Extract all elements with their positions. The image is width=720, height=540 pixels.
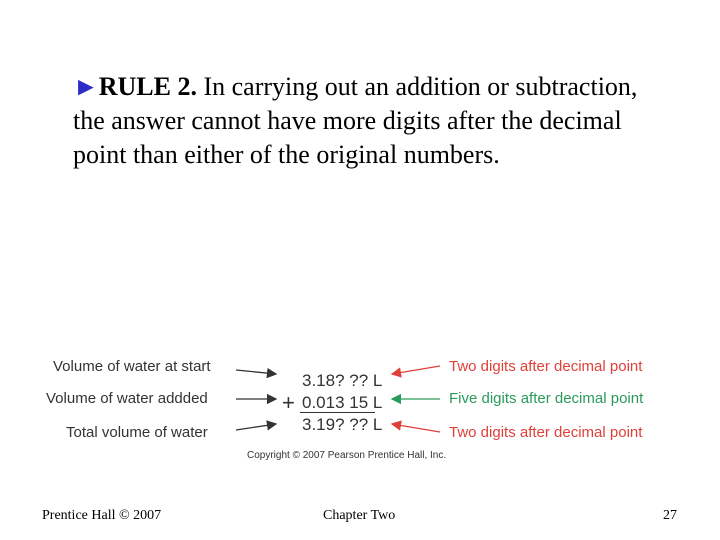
footer-left: Prentice Hall © 2007 [42, 508, 162, 523]
right-label-total: Two digits after decimal point [449, 424, 643, 441]
footer-center: Chapter Two [323, 508, 396, 523]
number-start: 3.18? ?? L [302, 371, 383, 390]
right-arrow-icon [392, 366, 440, 374]
footer-page-number: 27 [663, 508, 677, 523]
bullet-arrow-icon: ► [73, 72, 99, 101]
right-arrow-icon [392, 424, 440, 432]
right-label-added: Five digits after decimal point [449, 390, 644, 407]
rule-body: In carrying out an addition or subtraction, the answer cannot have more digits after the decimal point than either of the original numbers. [73, 72, 638, 169]
left-label-total: Total volume of water [66, 424, 208, 441]
plus-sign: + [282, 390, 295, 415]
copyright-text: Copyright © 2007 Pearson Prentice Hall, Inc. [247, 450, 447, 461]
left-label-start: Volume of water at start [53, 358, 211, 375]
left-label-added: Volume of water addded [46, 390, 208, 407]
left-arrow-icon [236, 370, 276, 374]
number-added: 0.013 15 L [302, 393, 383, 412]
right-label-start: Two digits after decimal point [449, 358, 643, 375]
left-arrow-icon [236, 424, 276, 430]
rule-label: RULE 2. [98, 72, 197, 101]
number-total: 3.19? ?? L [302, 415, 383, 434]
